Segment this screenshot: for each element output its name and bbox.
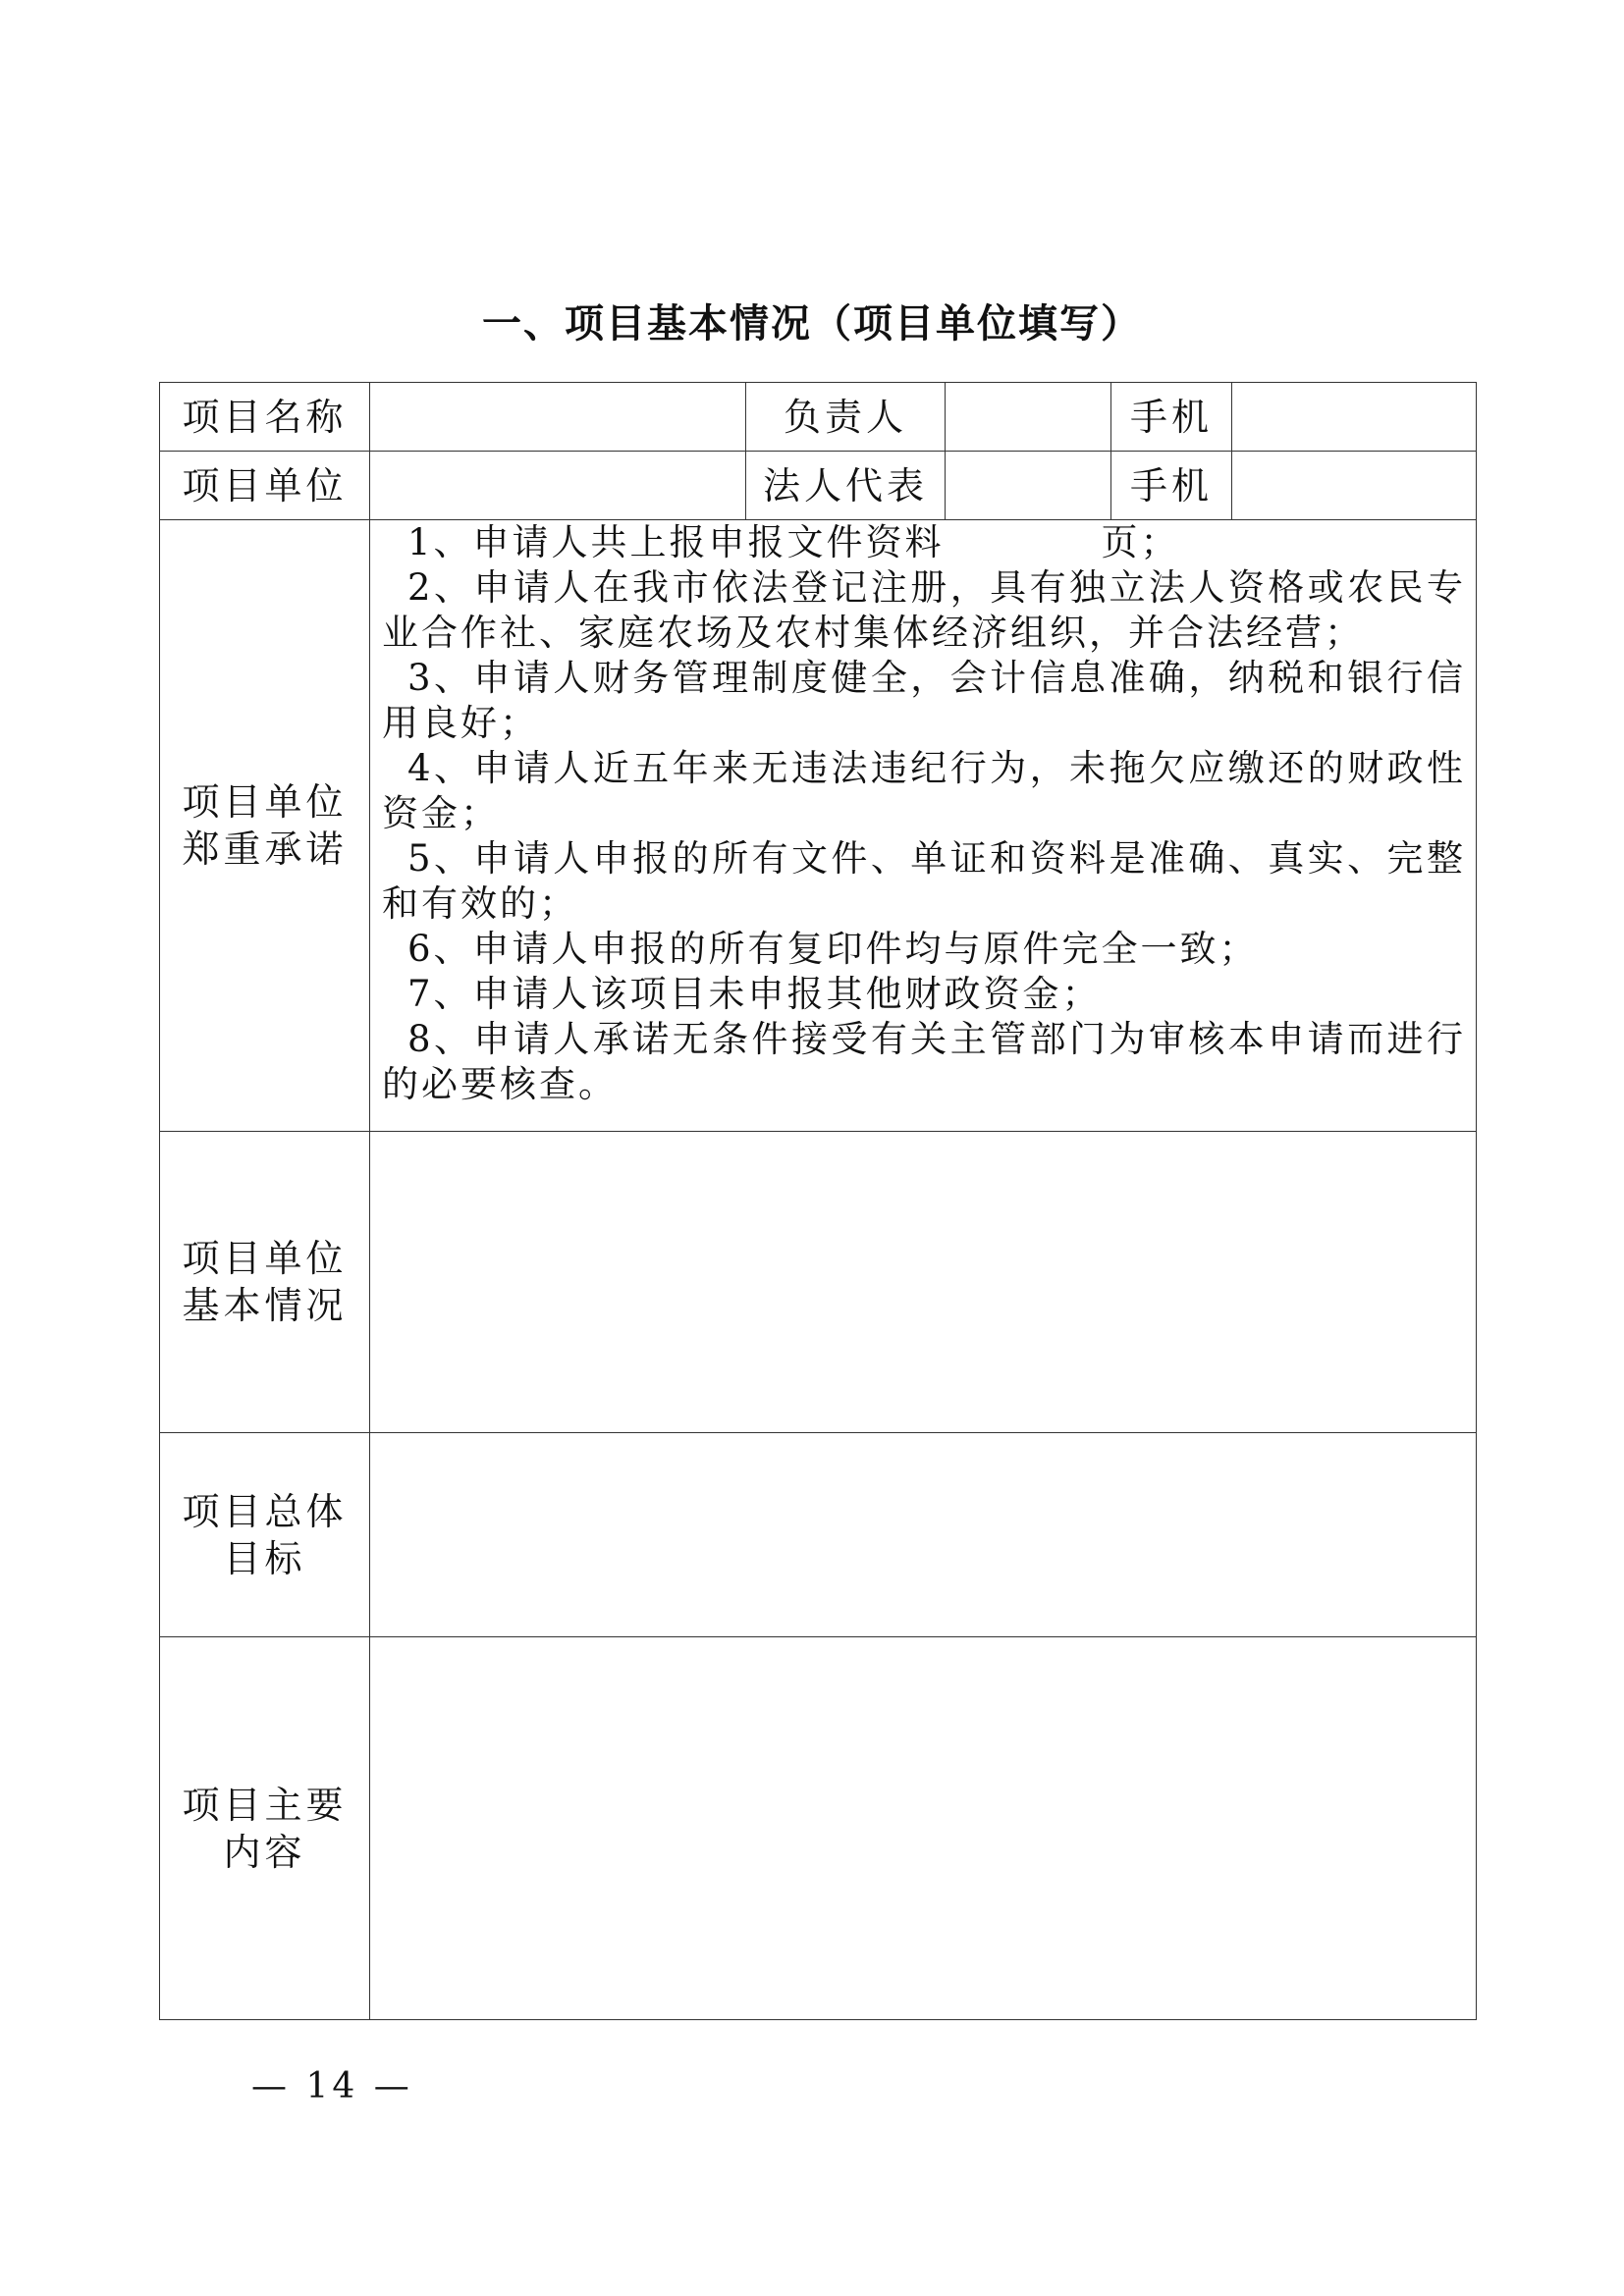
main-content-field[interactable] [370,1637,1477,2020]
table-row-commitment [160,520,1477,1132]
legal-representative-field[interactable] [946,452,1111,520]
overall-target-label-line2: 目标 [223,1536,306,1580]
mobile-field[interactable] [1232,383,1477,452]
commitment-item-1: 1、申请人共上报申报文件资料 页； [407,521,1180,563]
legal-rep-mobile-label: 手机 [1111,452,1232,520]
commitment-item-8: 8、申请人承诺无条件接受有关主管部门为审核本申请而进行的必要核查。 [382,1018,1466,1105]
commitment-item-7: 7、申请人该项目未申报其他财政资金； [407,973,1102,1015]
commitment-item-3: 3、申请人财务管理制度健全，会计信息准确，纳税和银行信用良好； [382,657,1466,744]
mobile-label: 手机 [1111,383,1232,452]
commitment-item-4: 4、申请人近五年来无违法违纪行为，未拖欠应缴还的财政性资金； [382,747,1466,834]
commitment-item-6: 6、申请人申报的所有复印件均与原件完全一致； [407,928,1259,970]
unit-basic-info-label [160,1132,370,1433]
commitment-label-line1: 项目单位 [182,780,348,824]
main-content-label-line1: 项目主要 [182,1783,348,1827]
page-number: — 14 — [251,2066,413,2107]
unit-basic-info-field[interactable] [370,1132,1477,1433]
unit-basic-info-label-line2: 基本情况 [182,1284,348,1327]
page-title: 一、项目基本情况（项目单位填写） [482,300,1142,347]
legal-rep-mobile-field[interactable] [1232,452,1477,520]
project-unit-field[interactable] [370,452,746,520]
person-in-charge-field[interactable] [946,383,1111,452]
commitment-label [160,520,370,1132]
main-content-label-line2: 内容 [223,1830,306,1874]
commitment-item-5: 5、申请人申报的所有文件、单证和资料是准确、真实、完整和有效的； [382,837,1466,925]
legal-representative-label: 法人代表 [746,452,946,520]
table-row-project-name [160,383,1477,452]
commitment-content [370,520,1477,1132]
table-row-project-unit [160,452,1477,520]
table-row-unit-basic-info [160,1132,1477,1433]
overall-target-label-line1: 项目总体 [182,1489,348,1533]
table-row-overall-target [160,1433,1477,1637]
project-info-table [159,382,1477,2020]
commitment-label-line2: 郑重承诺 [182,828,348,871]
table-row-main-content [160,1637,1477,2020]
person-in-charge-label: 负责人 [746,383,946,452]
overall-target-field[interactable] [370,1433,1477,1637]
project-name-label: 项目名称 [160,383,370,452]
main-content-label [160,1637,370,2020]
project-name-field[interactable] [370,383,746,452]
commitment-item-2: 2、申请人在我市依法登记注册，具有独立法人资格或农民专业合作社、家庭农场及农村集体经济组织，并合法经营； [382,566,1466,654]
overall-target-label [160,1433,370,1637]
project-unit-label: 项目单位 [160,452,370,520]
unit-basic-info-label-line1: 项目单位 [182,1237,348,1280]
